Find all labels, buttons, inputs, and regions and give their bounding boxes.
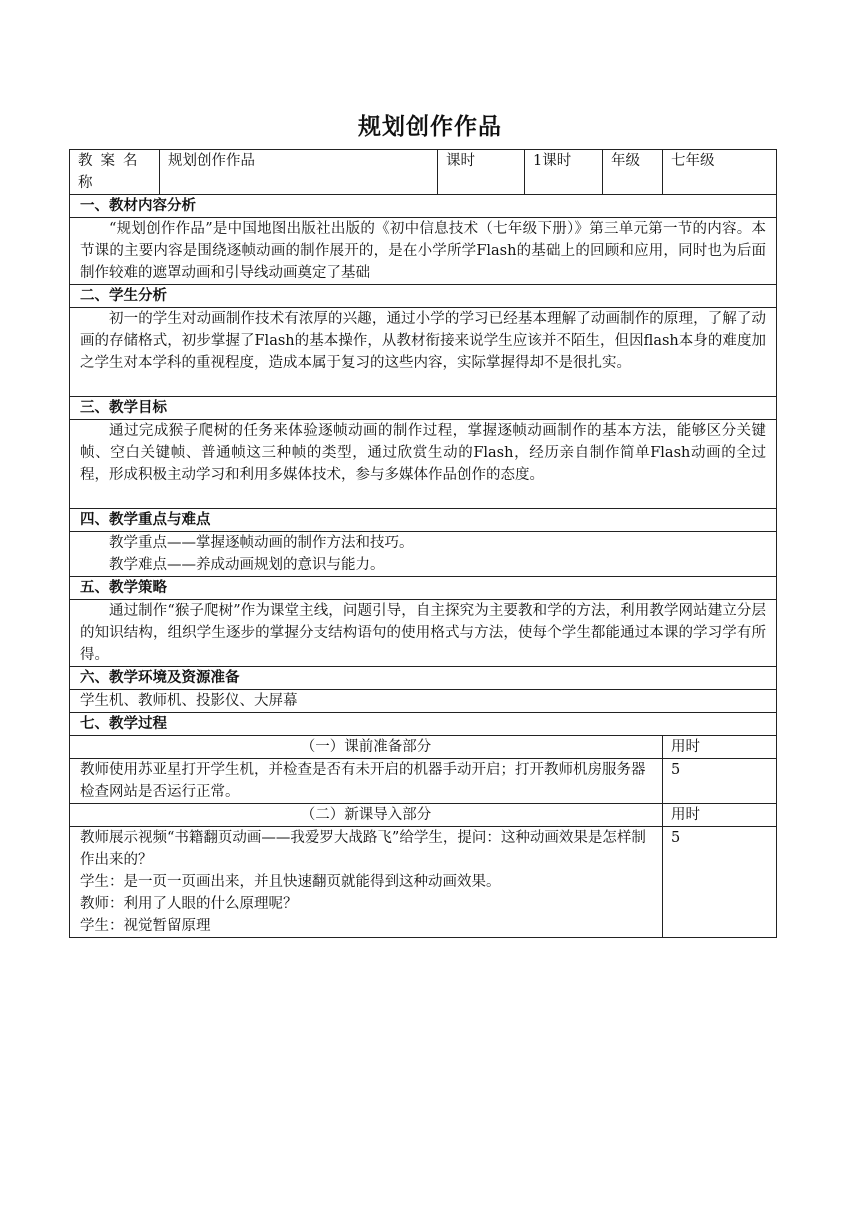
stage-2-line: 学生：是一页一页画出来，并且快速翻页就能得到这种动画效果。 <box>80 874 501 890</box>
section-keypoints <box>70 532 777 577</box>
stage-1-content: 教师使用苏亚星打开学生机，并检查是否有未开启的机器手动开启；打开教师机房服务器检查网站是否运行正常。 <box>70 759 663 804</box>
hours-value: 1课时 <box>525 150 603 195</box>
section-heading-keypoints: 四、教学重点与难点 <box>70 509 777 532</box>
section-heading-goals: 三、教学目标 <box>70 397 777 420</box>
stage-2-line: 学生：视觉暂留原理 <box>80 918 211 934</box>
section-student-analysis: 初一的学生对动画制作技术有浓厚的兴趣，通过小学的学习已经基本理解了动画制作的原理，了解了动画的存储格式，初步掌握了Flash的基本操作，从教材衔接来说学生应该并不陌生，但因flash本身的难度加之学生对本学科的重视程度，造成本属于复习的这些内容，实际掌握得却不是很扎实。 <box>70 308 777 397</box>
section-heading-students: 二、学生分析 <box>70 285 777 308</box>
section-environment: 学生机、教师机、投影仪、大屏幕 <box>70 690 777 713</box>
stage-1-time-label: 用时 <box>663 736 777 759</box>
stage-2-time: 5 <box>663 827 777 938</box>
stage-2-time-label: 用时 <box>663 804 777 827</box>
section-heading-strategy: 五、教学策略 <box>70 577 777 600</box>
section-teaching-goals: 通过完成猴子爬树的任务来体验逐帧动画的制作过程，掌握逐帧动画制作的基本方法，能够区分关键帧、空白关键帧、普通帧这三种帧的类型，通过欣赏生动的Flash，经历亲自制作简单Flash动画的全过程，形成积极主动学习和利用多媒体技术，参与多媒体作品创作的态度。 <box>70 420 777 509</box>
stage-2-content <box>70 827 663 938</box>
stage-2-line: 教师：利用了人眼的什么原理呢？ <box>80 896 298 912</box>
stage-2-title: （二）新课导入部分 <box>70 804 663 827</box>
keypoint-line: 教学重点——掌握逐帧动画的制作方法和技巧。 <box>109 535 414 551</box>
stage-1-time: 5 <box>663 759 777 804</box>
grade-label: 年级 <box>603 150 663 195</box>
lesson-name-value: 规划创作作品 <box>160 150 438 195</box>
stage-2-line: 教师展示视频“书籍翻页动画——我爱罗大战路飞”给学生，提问：这种动画效果是怎样制作出来的？ <box>80 830 646 868</box>
lesson-plan-table <box>69 149 777 938</box>
section-heading-process: 七、教学过程 <box>70 713 777 736</box>
section-heading-environment: 六、教学环境及资源准备 <box>70 667 777 690</box>
lesson-name-label: 教案名称 <box>70 150 160 195</box>
stage-1-title: （一）课前准备部分 <box>70 736 663 759</box>
header-row <box>70 150 777 195</box>
section-content-analysis: “规划创作作品”是中国地图出版社出版的《初中信息技术（七年级下册）》第三单元第一节的内容。本节课的主要内容是围绕逐帧动画的制作展开的，是在小学所学Flash的基础上的回顾和应用，同时也为后面制作较难的遮罩动画和引导线动画奠定了基础 <box>70 218 777 285</box>
hours-label: 课时 <box>438 150 525 195</box>
difficulty-line: 教学难点——养成动画规划的意识与能力。 <box>109 557 385 573</box>
section-heading-content: 一、教材内容分析 <box>70 195 777 218</box>
grade-value: 七年级 <box>663 150 777 195</box>
section-strategy: 通过制作“猴子爬树”作为课堂主线，问题引导，自主探究为主要教和学的方法，利用教学网站建立分层的知识结构，组织学生逐步的掌握分支结构语句的使用格式与方法，使每个学生都能通过本课的学习学有所得。 <box>70 600 777 667</box>
page-title: 规划创作作品 <box>358 114 502 140</box>
